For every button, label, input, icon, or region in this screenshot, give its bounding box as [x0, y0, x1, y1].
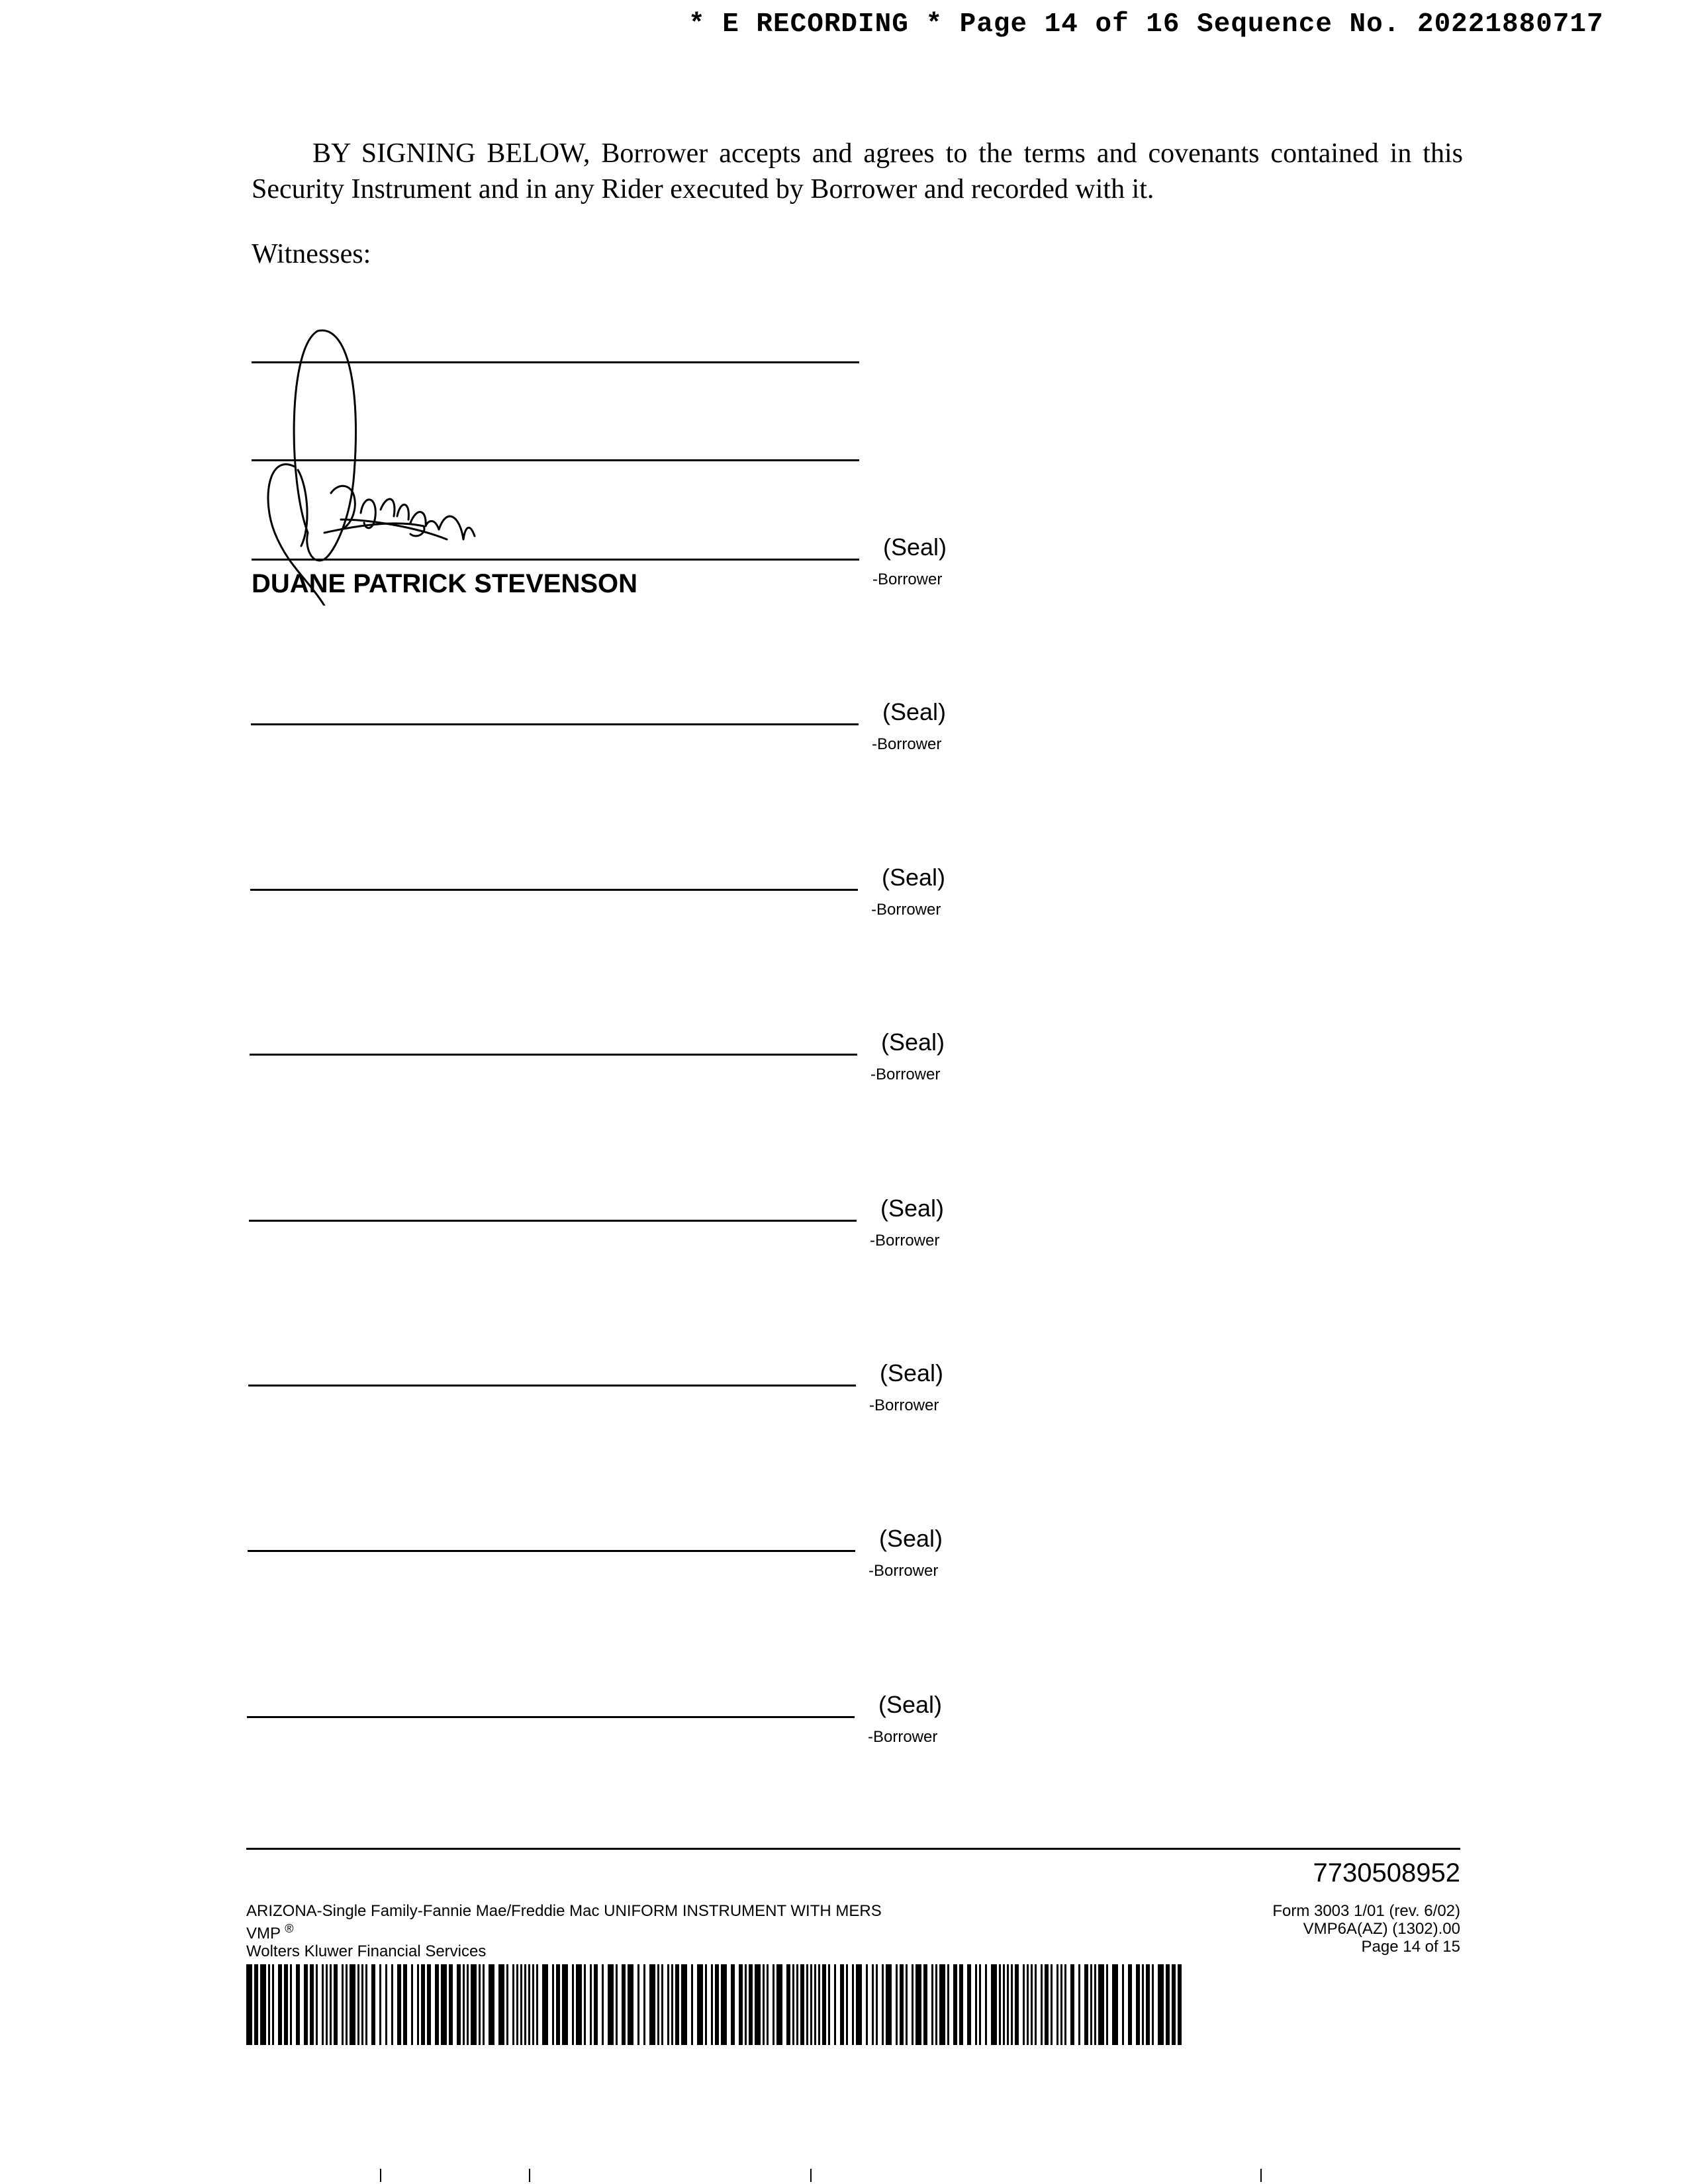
- barcode-bar: [661, 1964, 663, 2045]
- handwritten-signature-icon: [261, 328, 487, 606]
- barcode-bar: [616, 1964, 618, 2045]
- barcode-bar: [681, 1964, 687, 2045]
- borrower-signature-line-8: [247, 1716, 855, 1718]
- barcode-bar: [856, 1964, 862, 2045]
- barcode-bar: [1152, 1964, 1154, 2045]
- barcode-bar: [866, 1964, 868, 2045]
- barcode-bar: [828, 1964, 830, 2045]
- barcode-bar: [711, 1964, 713, 2045]
- barcode-bar: [840, 1964, 844, 2045]
- barcode-bar: [906, 1964, 908, 2045]
- barcode-bar: [1146, 1964, 1150, 2045]
- barcode-bar: [667, 1964, 669, 2045]
- barcode-bar: [552, 1964, 554, 2045]
- barcode-bar: [542, 1964, 548, 2045]
- barcode-bar: [671, 1964, 673, 2045]
- barcode-bar: [1007, 1964, 1009, 2045]
- barcode-bar: [1078, 1964, 1080, 2045]
- scan-marks: [0, 2167, 1688, 2184]
- barcode-bar: [467, 1964, 469, 2045]
- barcode-bar: [342, 1964, 344, 2045]
- barcode-bar: [290, 1964, 292, 2045]
- barcode-bar: [991, 1964, 997, 2045]
- barcode-bar: [975, 1964, 977, 2045]
- barcode-bar: [590, 1964, 592, 2045]
- barcode-bar: [947, 1964, 949, 2045]
- borrower-signature-line-3: [250, 889, 858, 891]
- barcode-bar: [767, 1964, 769, 2045]
- form-code: VMP6A(AZ) (1302).00: [1303, 1920, 1460, 1938]
- barcode-bar: [536, 1964, 538, 2045]
- form-number: Form 3003 1/01 (rev. 6/02): [1272, 1902, 1460, 1920]
- barcode-bar: [1035, 1964, 1037, 2045]
- barcode-bar: [715, 1964, 719, 2045]
- borrower-role-label: -Borrower: [871, 901, 941, 919]
- barcode-bar: [391, 1964, 393, 2045]
- barcode-bar: [254, 1964, 258, 2045]
- barcode-bar: [397, 1964, 401, 2045]
- witnesses-label: Witnesses:: [252, 239, 371, 269]
- barcode-bar: [818, 1964, 820, 2045]
- barcode-bar: [979, 1964, 981, 2045]
- barcode-bar: [421, 1964, 425, 2045]
- barcode-bar: [1051, 1964, 1053, 2045]
- barcode-bar: [1084, 1964, 1088, 2045]
- barcode-bar: [1015, 1964, 1019, 2045]
- barcode-bar: [278, 1964, 282, 2045]
- barcode-bar: [721, 1964, 727, 2045]
- borrower-role-label: -Borrower: [870, 1066, 941, 1083]
- barcode-bar: [272, 1964, 274, 2045]
- borrower-signature-line-6: [248, 1385, 856, 1387]
- seal-label: (Seal): [880, 1359, 944, 1387]
- barcode-bar: [796, 1964, 798, 2045]
- barcode-bar: [562, 1964, 568, 2045]
- loan-number: 7730508952: [1313, 1858, 1460, 1888]
- barcode-bar: [435, 1964, 439, 2045]
- barcode-bar: [846, 1964, 848, 2045]
- barcode-bar: [931, 1964, 933, 2045]
- borrower-role-label: -Borrower: [872, 570, 943, 588]
- form-description: ARIZONA-Single Family-Fannie Mae/Freddie Mac UNIFORM INSTRUMENT WITH MERS: [246, 1902, 882, 1920]
- barcode-bar: [749, 1964, 753, 2045]
- footer-right-text: [1272, 1902, 1460, 1956]
- seal-label: (Seal): [878, 1691, 943, 1718]
- barcode-bar: [572, 1964, 574, 2045]
- barcode-bar: [935, 1964, 937, 2045]
- borrower-signature-line-7: [248, 1550, 855, 1552]
- barcode-bar: [657, 1964, 659, 2045]
- intro-text: BY SIGNING BELOW, Borrower accepts and agrees to the terms and covenants contained in this Security Instrument and in any Rider executed by Borrower and recorded with it.: [252, 138, 1463, 205]
- barcode-bar: [1090, 1964, 1092, 2045]
- barcode-bar: [1003, 1964, 1005, 2045]
- barcode-bar: [316, 1964, 318, 2045]
- footer-rule: [246, 1848, 1460, 1850]
- barcode-bar: [985, 1964, 987, 2045]
- barcode-bar: [745, 1964, 747, 2045]
- barcode-bar: [1045, 1964, 1049, 2045]
- barcode-bar: [371, 1964, 375, 2045]
- registered-mark: ®: [285, 1922, 294, 1935]
- barcode-bar: [483, 1964, 485, 2045]
- barcode-bar: [967, 1964, 971, 2045]
- barcode-bar: [506, 1964, 508, 2045]
- barcode-bar: [357, 1964, 359, 2045]
- barcode-bar: [912, 1964, 914, 2045]
- barcode-bar: [361, 1964, 363, 2045]
- barcode-bar: [463, 1964, 465, 2045]
- barcode-bar: [246, 1964, 252, 2045]
- barcode-bar: [1064, 1964, 1066, 2045]
- barcode-bar: [584, 1964, 586, 2045]
- barcode-bar: [1122, 1964, 1124, 2045]
- barcode-bar: [479, 1964, 481, 2045]
- barcode-bar: [1128, 1964, 1132, 2045]
- barcode-bar: [498, 1964, 504, 2045]
- barcode-bar: [296, 1964, 300, 2045]
- seal-label: (Seal): [880, 1195, 945, 1222]
- seal-label: (Seal): [882, 698, 947, 725]
- barcode-bar: [304, 1964, 308, 2045]
- barcode-bar: [675, 1964, 679, 2045]
- recording-header: * E RECORDING * Page 14 of 16 Sequence No. 20221880717: [688, 9, 1604, 40]
- barcode-bar: [520, 1964, 522, 2045]
- barcode-bar: [1172, 1964, 1176, 2045]
- barcode-bar: [427, 1964, 431, 2045]
- barcode-bar: [350, 1964, 355, 2045]
- barcode-bar: [512, 1964, 514, 2045]
- barcode-bar: [1178, 1964, 1182, 2045]
- barcode-bar: [806, 1964, 808, 2045]
- barcode-bar: [872, 1964, 874, 2045]
- barcode-bar: [310, 1964, 314, 2045]
- barcode-bar: [900, 1964, 904, 2045]
- barcode-bar: [268, 1964, 270, 2045]
- seal-label: (Seal): [881, 1028, 945, 1056]
- barcode-bar: [1106, 1964, 1108, 2045]
- barcode-bar: [810, 1964, 812, 2045]
- page-indicator: Page 14 of 15: [1361, 1938, 1460, 1956]
- barcode-bar: [705, 1964, 707, 2045]
- barcode-bar: [1031, 1964, 1033, 2045]
- seal-label: (Seal): [883, 533, 947, 561]
- barcode-bar: [322, 1964, 324, 2045]
- borrower-role-label: -Borrower: [868, 1728, 938, 1746]
- barcode-bar: [602, 1964, 604, 2045]
- borrower-role-label: -Borrower: [872, 735, 942, 753]
- barcode-bar: [999, 1964, 1001, 2045]
- barcode-bar: [284, 1964, 288, 2045]
- borrower-name: DUANE PATRICK STEVENSON: [252, 569, 638, 598]
- barcode-bar: [1094, 1964, 1096, 2045]
- barcode-bar: [457, 1964, 461, 2045]
- barcode-bar: [524, 1964, 526, 2045]
- barcode-bar: [1023, 1964, 1025, 2045]
- barcode-bar: [755, 1964, 761, 2045]
- barcode-bar: [697, 1964, 703, 2045]
- barcode-bar: [852, 1964, 854, 2045]
- barcode-bar: [923, 1964, 927, 2045]
- barcode-bar: [489, 1964, 494, 2045]
- barcode-bar: [1060, 1964, 1062, 2045]
- borrower-signature-line-2: [251, 723, 859, 725]
- barcode-bar: [594, 1964, 598, 2045]
- barcode-bar: [1142, 1964, 1144, 2045]
- barcode-bar: [800, 1964, 804, 2045]
- barcode-bar: [528, 1964, 530, 2045]
- barcode-bar: [622, 1964, 626, 2045]
- intro-paragraph: [252, 136, 1463, 207]
- seal-label: (Seal): [882, 864, 946, 891]
- barcode-bar: [1027, 1964, 1029, 2045]
- barcode-bar: [346, 1964, 348, 2045]
- barcode-bar: [1070, 1964, 1074, 2045]
- barcode-bar: [1011, 1964, 1013, 2045]
- barcode-bar: [896, 1964, 898, 2045]
- barcode-bar: [1166, 1964, 1170, 2045]
- barcode-bar: [691, 1964, 693, 2045]
- barcode-icon: [246, 1964, 1182, 2045]
- barcode-bar: [786, 1964, 790, 2045]
- barcode-bar: [915, 1964, 921, 2045]
- barcode-bar: [739, 1964, 743, 2045]
- borrower-role-label: -Borrower: [870, 1232, 940, 1250]
- barcode-bar: [637, 1964, 639, 2045]
- barcode-bar: [385, 1964, 387, 2045]
- barcode-bar: [763, 1964, 765, 2045]
- barcode-bar: [449, 1964, 453, 2045]
- barcode-bar: [731, 1964, 735, 2045]
- barcode-bar: [649, 1964, 655, 2045]
- borrower-role-label: -Borrower: [868, 1562, 939, 1580]
- barcode-bar: [334, 1964, 338, 2045]
- barcode-bar: [1112, 1964, 1118, 2045]
- barcode-bar: [1136, 1964, 1140, 2045]
- barcode-bar: [876, 1964, 878, 2045]
- barcode-bar: [628, 1964, 633, 2045]
- barcode-bar: [379, 1964, 381, 2045]
- barcode-bar: [532, 1964, 534, 2045]
- borrower-signature-line-4: [250, 1054, 857, 1056]
- barcode-bar: [608, 1964, 614, 2045]
- barcode-bar: [1056, 1964, 1058, 2045]
- borrower-role-label: -Borrower: [869, 1396, 939, 1414]
- borrower-signature-line-5: [249, 1220, 857, 1222]
- vmp-label: VMP: [246, 1925, 281, 1942]
- barcode-bar: [576, 1964, 582, 2045]
- barcode-bar: [403, 1964, 407, 2045]
- barcode-bar: [1098, 1964, 1104, 2045]
- barcode-bar: [939, 1964, 945, 2045]
- barcode-bar: [643, 1964, 645, 2045]
- barcode-bar: [822, 1964, 826, 2045]
- barcode-bar: [260, 1964, 266, 2045]
- publisher-name: Wolters Kluwer Financial Services: [246, 1942, 487, 1960]
- footer-left-text: [246, 1902, 882, 1960]
- barcode-bar: [814, 1964, 816, 2045]
- barcode-bar: [773, 1964, 774, 2045]
- barcode-bar: [330, 1964, 332, 2045]
- barcode-bar: [471, 1964, 477, 2045]
- vmp-line: [246, 1920, 882, 1942]
- barcode-bar: [417, 1964, 419, 2045]
- barcode-bar: [882, 1964, 884, 2045]
- barcode-bar: [441, 1964, 447, 2045]
- barcode-bar: [776, 1964, 782, 2045]
- barcode-bar: [834, 1964, 836, 2045]
- barcode-bar: [326, 1964, 328, 2045]
- barcode-bar: [556, 1964, 560, 2045]
- barcode-bar: [792, 1964, 794, 2045]
- barcode-bar: [953, 1964, 957, 2045]
- barcode-bar: [365, 1964, 367, 2045]
- barcode-bar: [411, 1964, 413, 2045]
- barcode-bar: [886, 1964, 892, 2045]
- seal-label: (Seal): [879, 1525, 943, 1552]
- barcode-bar: [516, 1964, 518, 2045]
- barcode-bar: [959, 1964, 963, 2045]
- barcode-bar: [1041, 1964, 1043, 2045]
- barcode-bar: [1158, 1964, 1164, 2045]
